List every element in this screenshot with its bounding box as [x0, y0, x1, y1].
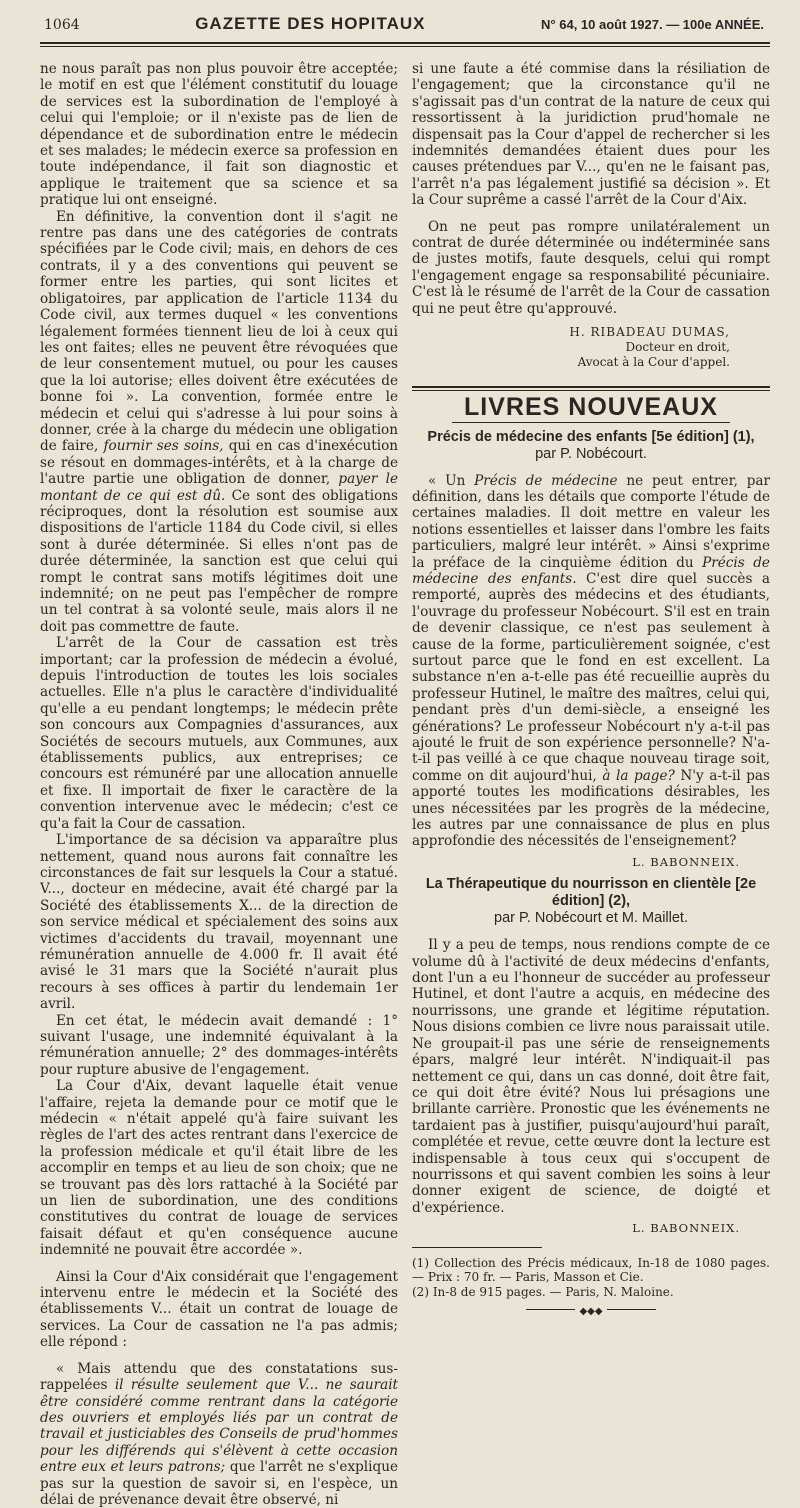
section-rule-thin	[412, 390, 770, 391]
footnote: (2) In-8 de 915 pages. — Paris, N. Maloine.	[412, 1284, 674, 1299]
right-column	[412, 61, 770, 1508]
paragraph: Ainsi la Cour d'Aix considérait que l'engagement intervenu entre le médecin et la Société des établissements V... était un contrat de louage de services. La Cour de cassation ne l'a pas admis; elle répond :	[40, 1268, 398, 1351]
page-header	[40, 14, 770, 36]
review-paragraph: « Un Précis de médecine ne peut entrer, par définition, dans les détails que comporte l'étude de certaines maladies. Il doit mettre en valeur les notions essentielles et laisser dans l'ombre les faits particuliers, malgré leur intérêt. » Ainsi s'exprime la préface de la cinquième édition du Précis de médecine des enfants. C'est dire quel succès a remporté, auprès des médecins et des étudiants, l'ouvrage du professeur Nobécourt. S'il est en train de devenir classique, ce n'est pas seulement à cause de la forme, particulièrement soignée, c'est surtout parce que le fond en est excellent. La substance n'en a-t-elle pas été recueillie auprès du professeur Hutinel, le maître des maîtres, celui qui, pendant près d'un demi-siècle, a enseigné les générations? Le professeur Nobécourt n'y a-t-il pas ajouté le fruit de son expérience personnelle? N'a-t-il pas veillé à ce que chaque nouveau tirage soit, comme on dit aujourd'hui, à la page? N'y a-t-il pas apporté toutes les modifications désirables, les unes nécessitées par les progrès de la médecine, les autres par une connaissance de plus en plus approfondie des nécessités de l'enseignement?	[412, 472, 771, 850]
page-number: 1064	[44, 17, 80, 33]
paragraph: L'arrêt de la Cour de cassation est très important; car la profession de médecin a évolué, depuis l'introduction de toutes les lois sociales actuelles. Elle n'a plus le caractère d'individualité qu'elle a eu pendant longtemps; le médecin prête son concours aux Compagnies d'assurances, aux Sociétés de secours mutuels, aux Communes, aux établissements publics, aux entreprises; ce concours est rémunéré par une allocation annuelle et fixe. Il importait de fixer le caractère de la convention intervenue avec le médecin; c'est ce qu'a fait la Cour de cassation.	[40, 635, 398, 832]
header-rule	[40, 42, 770, 44]
footnote-rule	[412, 1247, 542, 1248]
section-rule	[412, 386, 770, 388]
paragraph: En définitive, la convention dont il s'agit ne rentre pas dans une des catégories de contrats spécifiées par le Code civil; mais, en dehors de ces contrats, il y a des conventions qui peuvent se former entre les parties, qui sont licites et obligatoires, par application de l'article 1134 du Code civil, aux termes duquel « les conventions légalement formées tiennent lieu de loi à ceux qui les ont faites; elles ne peuvent être révoquées que de leur consentement mutuel, ou pour les causes que la loi autorise; elles doivent être exécutées de bonne foi ». La convention, formée entre le médecin et celui qui s'adresse à lui pour soins à donner, crée à la charge du médecin une obligation de faire, fournir ses soins, qui en cas d'inexécution se résout en dommages-intérêts, et à la charge de l'autre partie une obligation de donner, payer le montant de ce qui est dû. Ce sont des obligations réciproques, dont la résolution est soumise aux dispositions de l'article 1184 du Code civil, si elles sont à durée déterminée. Si elles n'ont pas de durée déterminée, la sanction est que celui qui rompt le contrat sans motifs légitimes doit une indemnité; on ne peut pas l'empêcher de rompre un tel contrat à sa volonté seule, mais alors il ne doit pas commettre de faute.	[40, 208, 399, 635]
paragraph: On ne peut pas rompre unilatéralement un contrat de durée déterminée ou indéterminée sans de justes motifs, faute desquels, celui qui rompt l'engagement engage sa responsabilité pécuniaire. C'est là le résumé de l'arrêt de la Cour de cassation qui ne peut être qu'approuvé.	[412, 218, 770, 317]
reviewer-byline: L. BABONNEIX.	[632, 1221, 740, 1236]
author-name: H. RIBADEAU DUMAS,	[569, 325, 730, 340]
end-ornament: ◆◆◆	[526, 1309, 656, 1328]
paragraph: si une faute a été commise dans la résiliation de l'engagement; que la circonstance qu'il ne s'agissait pas d'un contrat de la nature de ceux qui ressortissent à la juridiction prud'homale ne dispensait pas la Cour d'appel de rechercher si les indemnités demandées étaient dues pour les causes prétendues par V..., qu'en ne le faisant pas, l'arrêt n'a pas légalement justifié sa décision ». Et la Cour suprême a cassé l'arrêt de la Cour d'Aix.	[412, 61, 770, 209]
author-title: Avocat à la Cour d'appel.	[577, 355, 730, 370]
columns	[40, 61, 770, 1508]
issue-info: N° 64, 10 août 1927. — 100e ANNÉE.	[541, 17, 764, 32]
review-paragraph: Il y a peu de temps, nous rendions compte de ce volume dû à l'activité de deux médecins d'enfants, dont l'un a eu l'honneur de succéder au professeur Hutinel, et dont l'autre a acquis, en médecine des nourrissons, une grande et légitime réputation. Nous disions combien ce livre nous paraissait utile. Ne groupait-il pas une série de renseignements épars, malgré leur intérêt. N'indiquait-il pas nettement ce qui, dans un cas donné, doit être fait, ce qui doit être évité? Nous lui présagions une brillante carrière. Pronostic que les événements ne tardaient pas à justifier, puisqu'aujourd'hui paraît, complétée et revue, cette œuvre dont la lecture est indispensable à tous ceux qui s'occupent de nourrissons et qui savent combien les soins à leur donner exigent de science, de doigté et d'expérience.	[412, 937, 770, 1216]
footnote: (1) Collection des Précis médicaux, In-18 de 1080 pages. — Prix : 70 fr. — Paris, Masson et Cie.	[412, 1255, 770, 1285]
book-author: par P. Nobécourt.	[535, 445, 647, 462]
book-title: Précis de médecine des enfants [5e édition] (1), par P. Nobécourt.	[412, 429, 770, 463]
quote-paragraph: « Mais attendu que des constatations sus-rappelées il résulte seulement que V... ne saurait être considéré comme rentrant dans la catégorie des ouvriers et employés liés par un contrat de travail et justiciables des Conseils de prud'hommes pour les différends qui s'élèvent à cette occasion entre eux et leurs patrons; que l'arrêt ne s'explique pas sur la question de savoir si, en l'espèce, un délai de prévenance devait être observé, ni	[40, 1360, 399, 1508]
header-rule-thin	[40, 46, 770, 47]
paragraph: La Cour d'Aix, devant laquelle était venue l'affaire, rejeta la demande pour ce motif que le médecin « n'était appelé qu'à faire suivant les règles de l'art des actes rentrant dans l'exercice de la profession médicale et qu'il était libre de les accomplir en temps et au lieu de son choix; que ne se trouvant pas dès lors rattaché à la Société par un lien de subordination, une des conditions constitutives du contrat de louage de services faisait défaut et qu'en conséquence aucune indemnité ne pouvait être accordée ».	[40, 1078, 398, 1259]
paragraph: L'importance de sa décision va apparaître plus nettement, quand nous aurons fait connaître les circonstances de fait sur lesquels la Cour a statué. V..., docteur en médecine, avait été chargé par la Société des établissements X... de la direction de son service médical et spécialement des soins aux victimes d'accidents du travail, moyennant une rémunération annuelle de 4.000 fr. Il avait été avisé le 31 mars que la Société n'aurait plus recours à ses offices à partir du lendemain 1er avril.	[40, 832, 398, 1013]
section-rule-short	[452, 422, 730, 423]
masthead: GAZETTE DES HOPITAUX	[195, 14, 426, 33]
author-title: Docteur en droit,	[625, 340, 730, 355]
paragraph: En cet état, le médecin avait demandé : 1° suivant l'usage, une indemnité équivalant à la rémunération annuelle; 2° des dommages-intérêts pour rupture abusive de l'engagement.	[40, 1012, 398, 1078]
reviewer-byline: L. BABONNEIX.	[632, 854, 740, 869]
signature	[412, 325, 770, 370]
section-title: LIVRES NOUVEAUX	[464, 393, 718, 422]
paragraph: ne nous paraît pas non plus pouvoir être acceptée; le motif en est que l'élément constitutif du louage de services est la subordination de l'employé à celui qui l'emploie; or il n'existe pas de lien de dépendance et de subordination entre le médecin et ses malades; le médecin exerce sa profession en toute indépendance, il fait son diagnostic et applique le traitement que sa science et sa pratique lui ont enseigné.	[40, 61, 398, 209]
book-title: La Thérapeutique du nourrisson en clientèle [2e édition] (2), par P. Nobécourt et M. Maillet.	[412, 876, 770, 927]
book-author: par P. Nobécourt et M. Maillet.	[494, 910, 688, 927]
left-column	[40, 61, 398, 1508]
